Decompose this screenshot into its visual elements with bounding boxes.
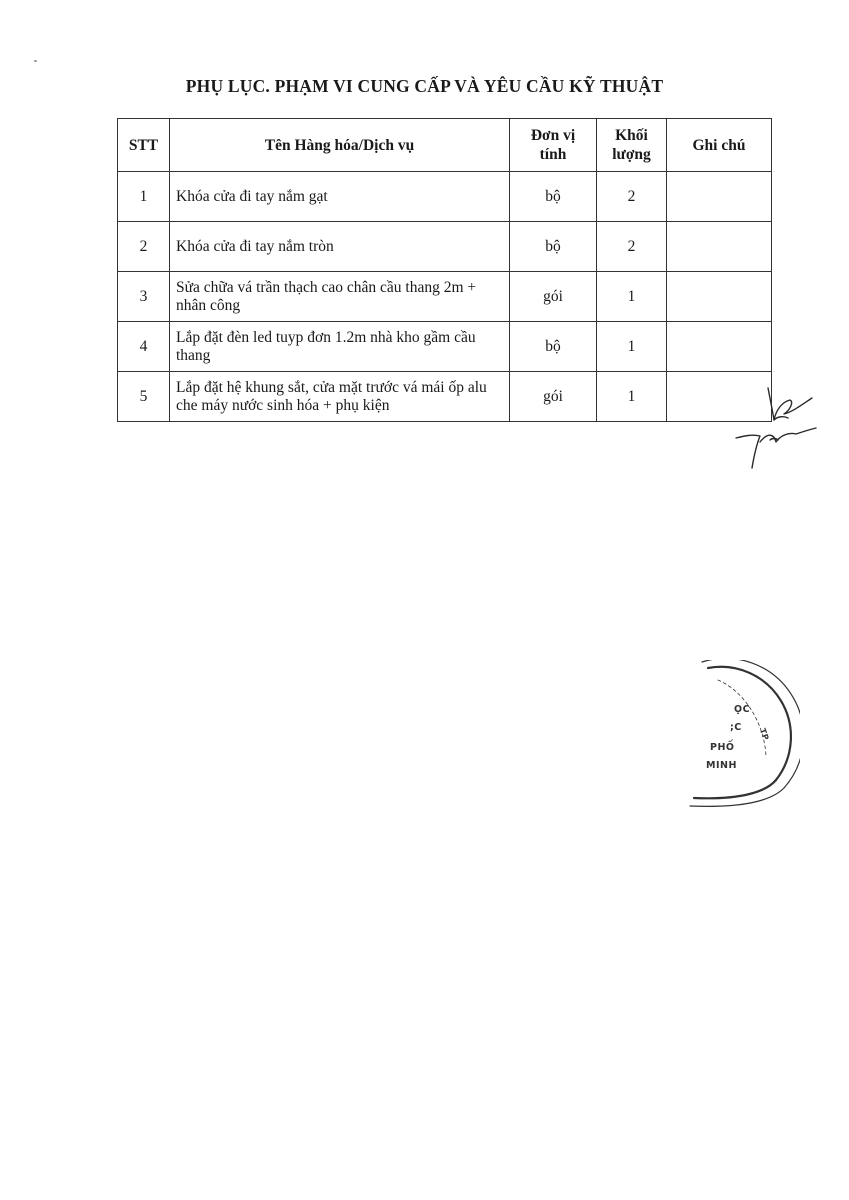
signature-mark [730,380,830,480]
cell-unit: gói [510,372,597,422]
cell-name: Khóa cửa đi tay nắm gạt [170,172,510,222]
cell-unit: bộ [510,222,597,272]
scan-speck [34,60,37,62]
cell-name: Lắp đặt đèn led tuyp đơn 1.2m nhà kho gầm cầu thang [170,322,510,372]
cell-stt: 2 [118,222,170,272]
cell-stt: 4 [118,322,170,372]
seal-text-3: PHỐ [710,742,735,753]
seal-stamp [680,660,800,810]
cell-stt: 1 [118,172,170,222]
table-header-row [118,119,772,172]
seal-text-2: ;C [730,722,742,733]
header-qty: Khối lượng [597,119,667,172]
page-title: PHỤ LỤC. PHẠM VI CUNG CẤP VÀ YÊU CẦU KỸ THUẬT [185,76,664,96]
cell-qty: 1 [597,322,667,372]
cell-note [667,272,772,322]
seal-text-4: MINH [706,760,737,771]
cell-unit: bộ [510,172,597,222]
cell-note [667,322,772,372]
cell-note [667,222,772,272]
cell-note [667,172,772,222]
cell-stt: 5 [118,372,170,422]
header-note: Ghi chú [667,119,772,172]
table-row [118,222,772,272]
cell-unit: gói [510,272,597,322]
header-name: Tên Hàng hóa/Dịch vụ [170,119,510,172]
cell-qty: 1 [597,272,667,322]
cell-unit: bộ [510,322,597,372]
header-stt: STT [118,119,170,172]
cell-qty: 2 [597,172,667,222]
seal-text-edge: TP [757,727,771,742]
header-unit: Đơn vị tính [510,119,597,172]
table-row [118,322,772,372]
cell-qty: 2 [597,222,667,272]
cell-name: Lắp đặt hệ khung sắt, cửa mặt trước vá mái ốp alu che máy nước sinh hóa + phụ kiện [170,372,510,422]
table-row [118,172,772,222]
cell-qty: 1 [597,372,667,422]
seal-text-1: ỌC [734,704,751,715]
cell-name: Sửa chữa vá trần thạch cao chân cầu thang 2m + nhân công [170,272,510,322]
cell-stt: 3 [118,272,170,322]
table-row [118,372,772,422]
scope-table [117,118,772,422]
table-row [118,272,772,322]
cell-name: Khóa cửa đi tay nắm tròn [170,222,510,272]
